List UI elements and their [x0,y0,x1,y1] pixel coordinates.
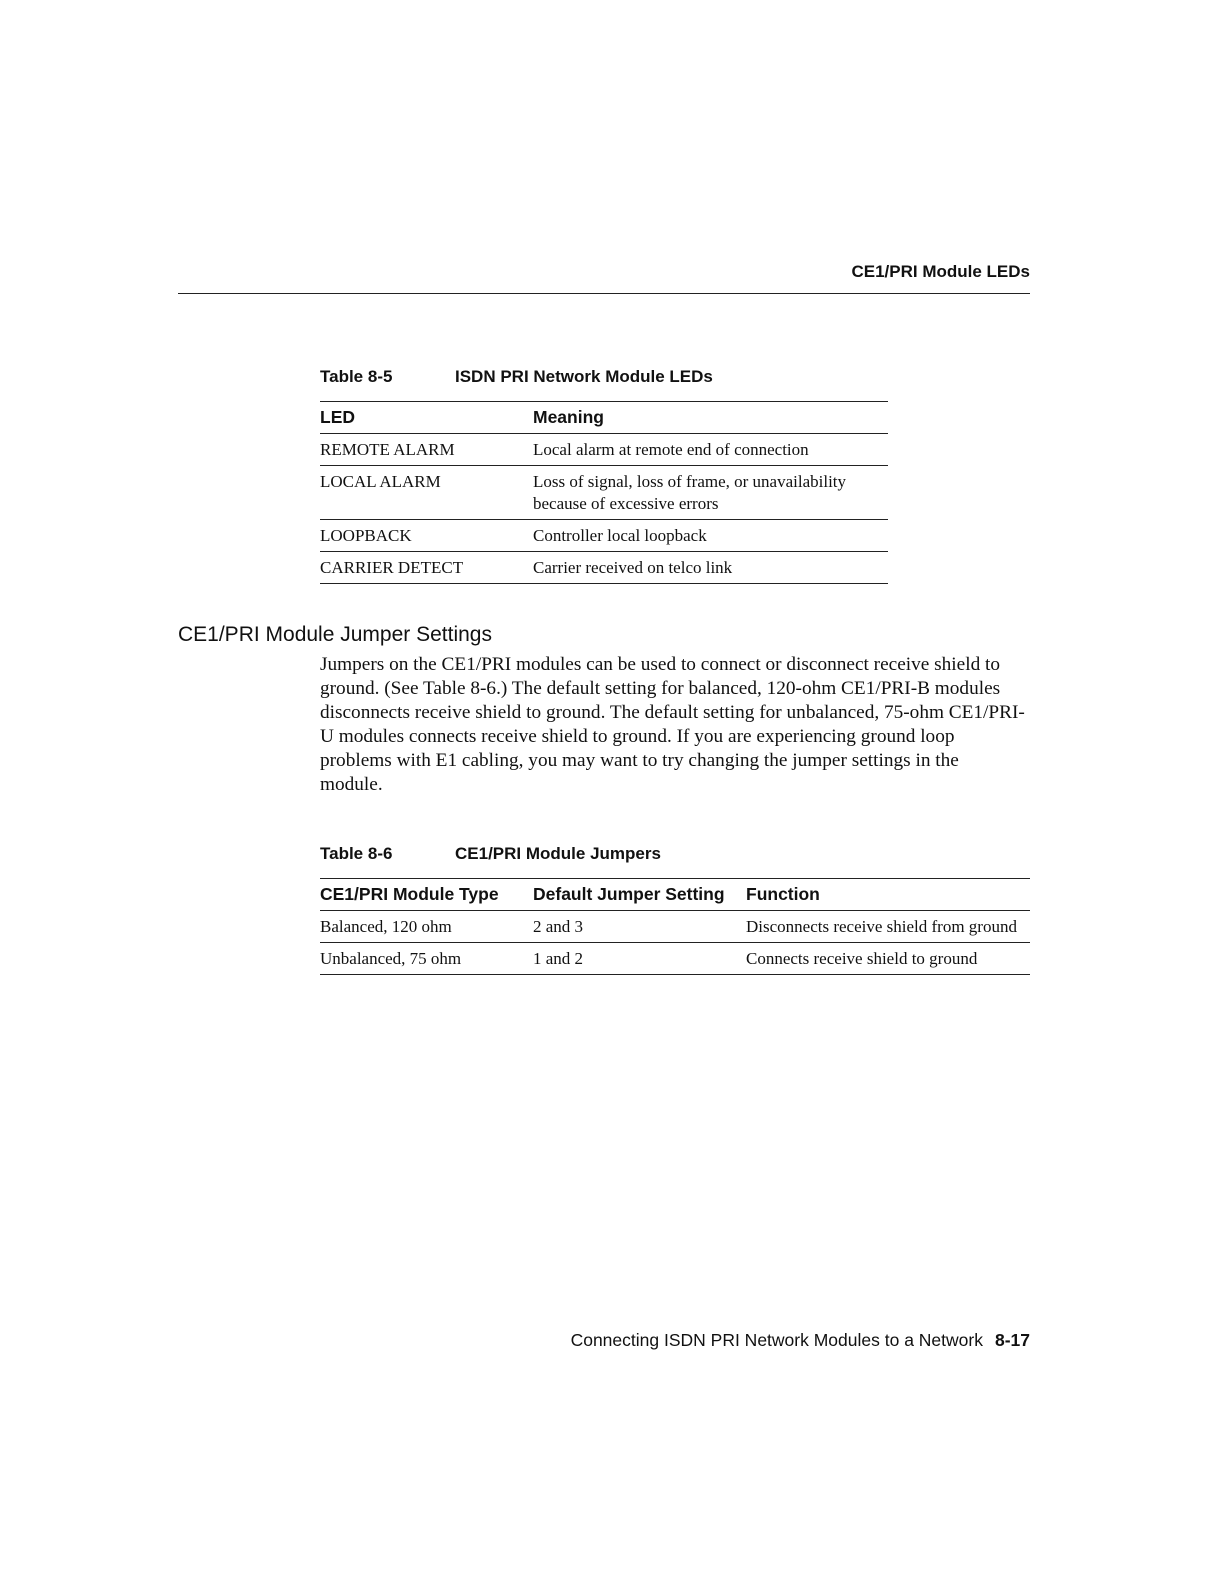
table-8-5-number: Table 8-5 [320,367,393,386]
jumper-setting-cell: 1 and 2 [533,943,746,975]
meaning-cell: Carrier received on telco link [533,552,888,584]
body-paragraph: Jumpers on the CE1/PRI modules can be used to connect or disconnect receive shield to ground. (See Table 8-6.) The default setting for balanced, 120-ohm CE1/PRI-B modules disconnects receive shield to ground. The default setting for unbalanced, 75-ohm CE1/PRI-U modules connects receive shield to ground. If you are experiencing ground loop problems with E1 cabling, you may want to try changing the jumper settings in the module. [320,654,1025,795]
jumper-setting-cell: 2 and 3 [533,911,746,943]
led-cell: CARRIER DETECT [320,552,533,584]
column-header-function: Function [746,879,1030,911]
meaning-cell: Loss of signal, loss of frame, or unavailability because of excessive errors [533,466,888,520]
function-cell: Connects receive shield to ground [746,943,1030,975]
table-8-6-number: Table 8-6 [320,844,393,863]
module-type-cell: Balanced, 120 ohm [320,911,533,943]
table-8-5 [320,401,888,584]
module-type-cell: Unbalanced, 75 ohm [320,943,533,975]
page-footer [571,1330,1030,1351]
footer-chapter-title: Connecting ISDN PRI Network Modules to a Network [570,1330,983,1350]
column-header-meaning: Meaning [533,402,888,434]
table-header-row [320,402,888,434]
meaning-cell: Local alarm at remote end of connection [533,434,888,466]
table-8-6 [320,878,1030,975]
table-8-6-caption [320,844,661,864]
table-8-5-title: ISDN PRI Network Module LEDs [455,367,713,386]
column-header-led: LED [320,402,533,434]
table-row [320,552,888,584]
column-header-jumper-setting: Default Jumper Setting [533,879,746,911]
section-title: CE1/PRI Module Jumper Settings [178,623,492,646]
table-row [320,943,1030,975]
table-row [320,520,888,552]
table-row [320,911,1030,943]
header-rule [178,293,1030,294]
table-row [320,466,888,520]
running-header: CE1/PRI Module LEDs [851,262,1030,281]
function-cell: Disconnects receive shield from ground [746,911,1030,943]
table-row [320,434,888,466]
table-header-row [320,879,1030,911]
column-header-module-type: CE1/PRI Module Type [320,879,533,911]
led-cell: LOOPBACK [320,520,533,552]
meaning-cell: Controller local loopback [533,520,888,552]
led-cell: LOCAL ALARM [320,466,533,520]
led-cell: REMOTE ALARM [320,434,533,466]
table-8-6-title: CE1/PRI Module Jumpers [455,844,661,863]
table-8-5-caption [320,367,713,387]
page-number: 8-17 [994,1330,1030,1350]
